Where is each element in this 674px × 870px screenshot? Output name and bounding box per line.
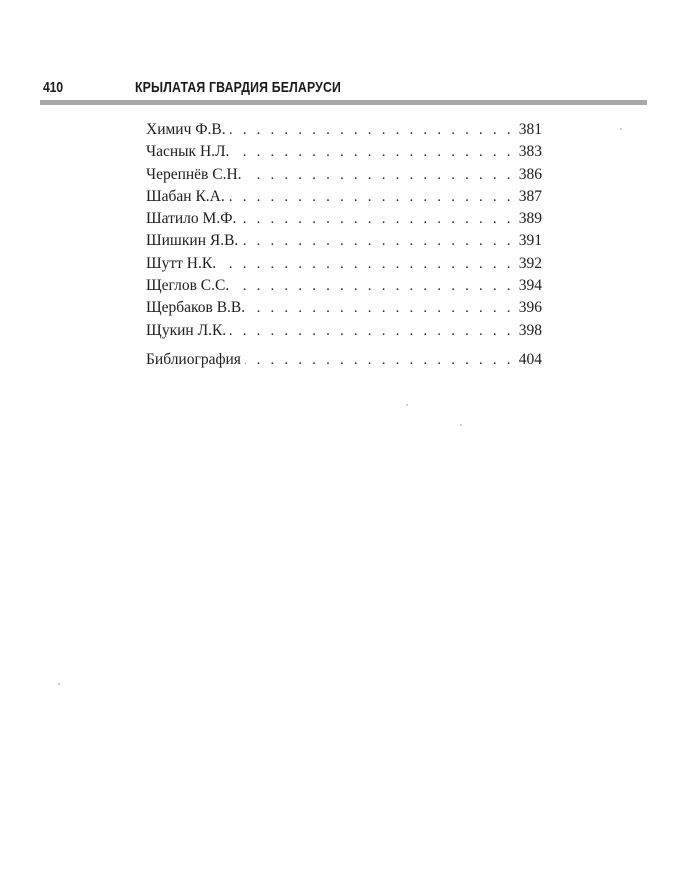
running-title: КРЫЛАТАЯ ГВАРДИЯ БЕЛАРУСИ — [135, 79, 342, 96]
toc-entry — [146, 230, 542, 252]
toc-entry-page: 396 — [518, 299, 542, 317]
dot-leader — [230, 320, 514, 342]
toc-entry-name: Черепнёв С.Н. — [146, 165, 242, 183]
toc-entry-name: Шабан К.А. — [146, 187, 225, 205]
paper-speck — [620, 128, 622, 130]
toc-entry-bibliography — [146, 349, 542, 371]
dot-leader — [220, 253, 514, 275]
toc-entry — [146, 320, 542, 342]
toc-entry-name: Шишкин Я.В. — [146, 232, 239, 250]
header-rule — [40, 100, 647, 105]
dot-leader — [230, 119, 514, 141]
toc-entry-page: 398 — [518, 321, 542, 339]
dot-leader — [246, 164, 514, 186]
toc-entry-page: 383 — [518, 143, 542, 161]
toc-entry-page: 404 — [518, 350, 542, 368]
toc-entry-name: Библиография — [146, 350, 241, 368]
toc-entry-name: Химич Ф.В. — [146, 121, 226, 138]
dot-leader — [233, 275, 514, 297]
toc-entry — [146, 297, 542, 319]
toc-entry-page: 392 — [518, 254, 542, 272]
toc-entry-name: Часнык Н.Л. — [146, 143, 230, 161]
toc-entry-page: 389 — [518, 210, 542, 228]
toc-entry — [146, 275, 542, 297]
toc-entry — [146, 164, 542, 186]
toc-entry-page: 394 — [518, 277, 542, 295]
dot-leader — [245, 349, 514, 371]
toc-entry-page: 387 — [518, 187, 542, 205]
table-of-contents — [146, 119, 542, 371]
dot-leader — [233, 141, 513, 163]
page-number: 410 — [43, 79, 63, 96]
dot-leader — [242, 230, 513, 252]
toc-entry — [146, 119, 542, 141]
dot-leader — [240, 208, 513, 230]
paper-speck — [406, 404, 408, 406]
dot-leader — [229, 186, 514, 208]
dot-leader — [249, 297, 514, 319]
toc-entry-page: 381 — [518, 121, 542, 138]
toc-entry-name: Щеглов С.С. — [146, 277, 230, 295]
toc-entry — [146, 253, 542, 275]
toc-entry-name: Щукин Л.К. — [146, 321, 227, 339]
toc-entry — [146, 186, 542, 208]
paper-speck — [460, 424, 462, 426]
toc-entry — [146, 141, 542, 163]
toc-entry-page: 386 — [518, 165, 542, 183]
toc-entry-name: Шатило М.Ф. — [146, 210, 237, 228]
toc-entry — [146, 208, 542, 230]
toc-entry-name: Шутт Н.К. — [146, 254, 217, 272]
page-header — [40, 70, 650, 102]
paper-speck — [58, 683, 60, 685]
toc-entry-name: Щербаков В.В. — [146, 299, 246, 317]
toc-entry-page: 391 — [518, 232, 542, 250]
